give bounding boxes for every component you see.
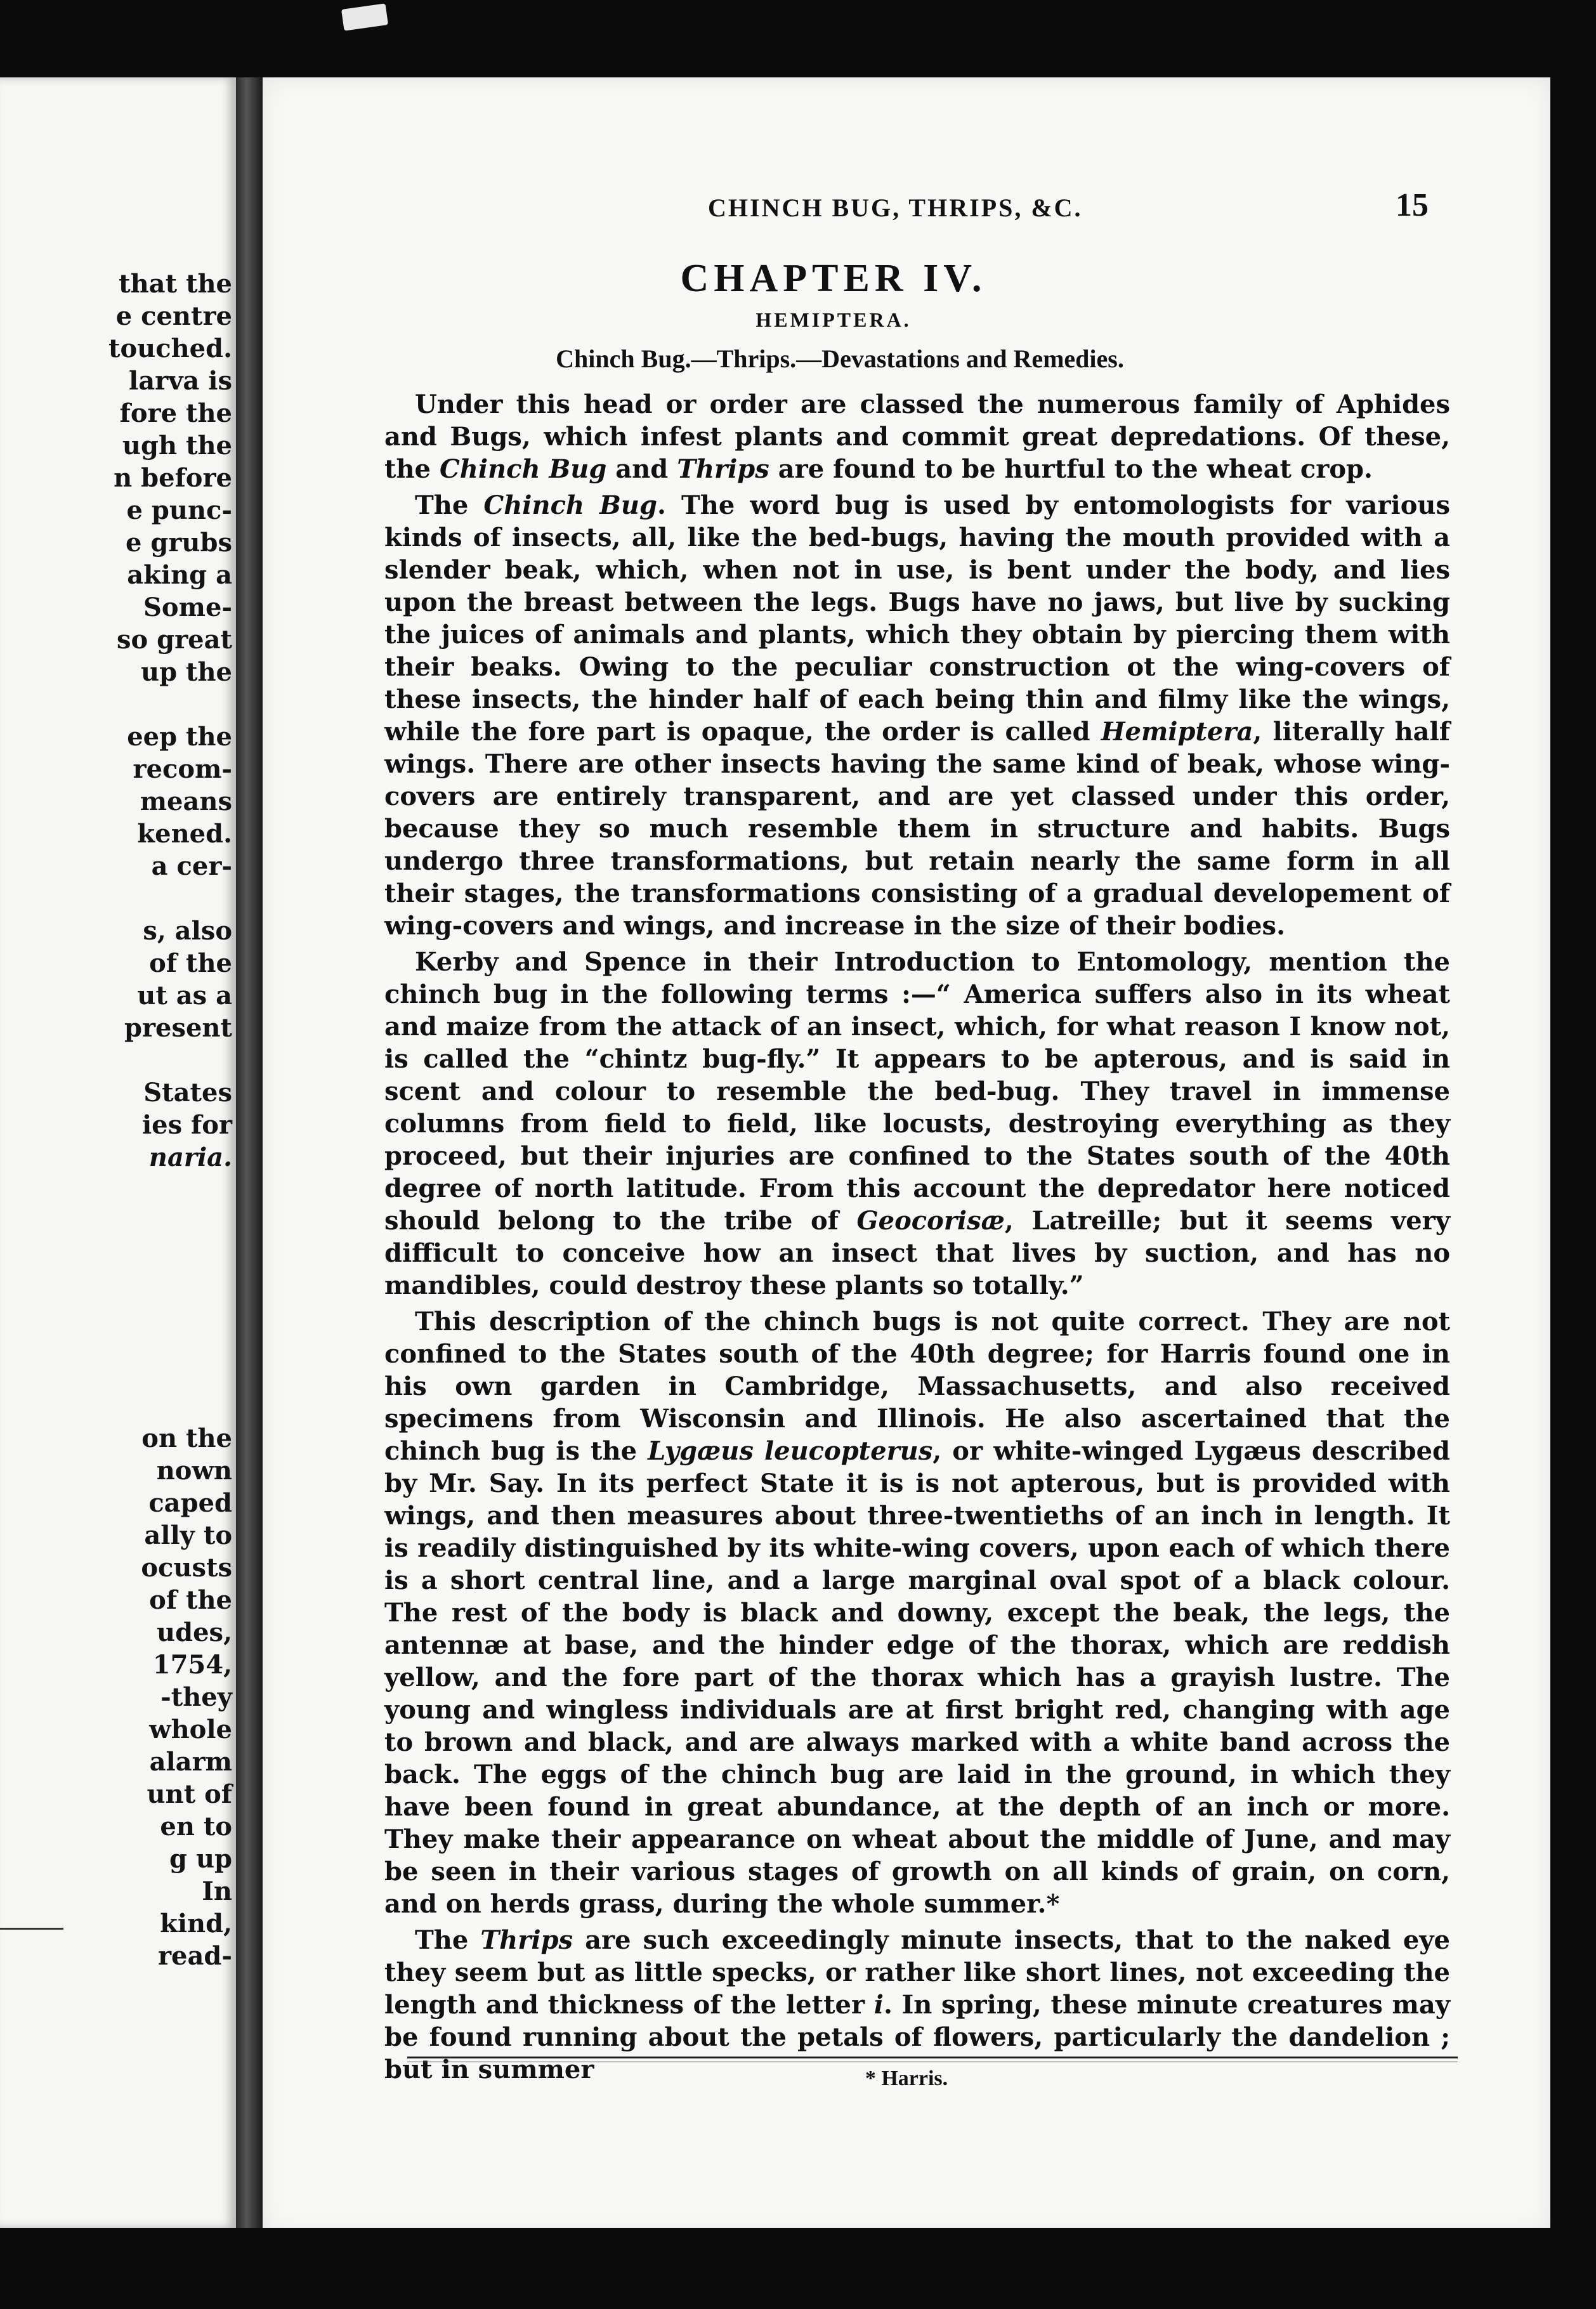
facing-page-line: udes, [157, 1618, 232, 1647]
facing-page-line: naria. [148, 1142, 232, 1172]
facing-page-line: Some- [143, 592, 232, 622]
corner-mark [341, 3, 388, 30]
facing-page-text-upper [4, 268, 232, 1174]
paragraph-4: This description of the chinch bugs is not quite correct. They are not confined to the States south of the 40th degree; for Harris found one in his own garden in Cambridge, Massachusetts, and also received specimens from Wisconsin and Illinois. He also ascertained that the chinch bug is the Lygæus leucopterus, or white-winged Lygæus described by Mr. Say. In its perfect State it is is not apterous, but is provided with wings, and then measures about three-twentieths of an inch in length. It is readily distinguished by its white-wing covers, upon each of which there is a short central line, and a large marginal oval spot of a black colour. The rest of the body is black and downy, except the beak, the legs, the antennæ at base, and the hinder edge of the thorax, which are reddish yellow, and the fore part of the thorax which has a grayish lustre. The young and wingless individuals are at first bright red, changing with age to brown and black, and are always marked with a white band across the back. The eggs of the chinch bug are laid in the ground, in which they have been found in great abundance, at the depth of an inch or more. They make their appearance on wheat about the middle of June, and may be seen in their various stages of growth on all kinds of grain, on corn, and on herds grass, during the whole summer.* [384, 1307, 1450, 1919]
facing-page-line: up the [141, 657, 232, 687]
facing-page-line: eep the [127, 722, 232, 752]
facing-page-line: read- [157, 1941, 232, 1971]
facing-page-line: ies for [141, 1110, 232, 1140]
facing-page-line: In [202, 1876, 232, 1906]
facing-page-line: e centre [115, 301, 232, 331]
facing-page-line: ally to [144, 1521, 232, 1550]
facing-page-line: unt of [147, 1779, 232, 1809]
scan-border [0, 2228, 1596, 2309]
paragraph-5: The Thrips are such exceedingly minute insects, that to the naked eye they seem but as little specks, or rather like short lines, not exceeding the length and thickness of the letter i. In spring, these minute creatures may be found running about the petals of flowers, particularly the dandelion ; but in summer [384, 1925, 1450, 2084]
facing-page-line [4, 688, 232, 721]
footnote: * Harris. [865, 2067, 948, 2090]
facing-page-line: of the [149, 1585, 232, 1615]
facing-page-line: kind, [160, 1909, 232, 1939]
paragraph-1: Under this head or order are classed the numerous family of Aphides and Bugs, which infest plants and commit great depredations. Of these, the Chinch Bug and Thrips are found to be hurtful to the wheat crop. [384, 389, 1450, 484]
chapter-subtitle: Chinch Bug.—Thrips.—Devastations and Remedies. [556, 344, 1124, 373]
facing-page-line: kened. [137, 819, 232, 849]
facing-page-line: e punc- [126, 495, 232, 525]
running-head: CHINCH BUG, THRIPS, &C. [708, 193, 1083, 222]
facing-page-line: nown [156, 1456, 232, 1486]
paragraph-3: Kerby and Spence in their Introduction to Entomology, mention the chinch bug in the following terms :—“ America suffers also in its wheat and maize from the attack of an insect, which, for what reason I know not, is called the “chintz bug-fly.” It appears to be apterous, and is said in scent and colour to resemble the bed-bug. They travel in immense columns from field to field, like locusts, destroying everything as they proceed, but their injuries are confined to the States south of the 40th degree of north latitude. From this account the depredator here noticed should belong to the tribe of Geocorisæ, Latreille; but it seems very difficult to conceive how an insect that lives by suction, and has no mandibles, could destroy these plants so totally.” [384, 947, 1450, 1300]
chapter-title: CHAPTER IV. [680, 257, 987, 300]
facing-page-line: States [143, 1078, 232, 1108]
facing-page-line: touched. [108, 334, 232, 363]
body-text [384, 388, 1450, 2086]
facing-page [0, 77, 236, 2228]
facing-page-line: present [124, 1013, 232, 1043]
facing-page-line: alarm [149, 1747, 232, 1777]
page-number: 15 [1396, 187, 1429, 223]
facing-page-line: aking a [127, 560, 232, 590]
paragraph-2: The Chinch Bug. The word bug is used by entomologists for various kinds of insects, all, like the bed-bugs, having the mouth provided with a slender beak, which, when not in use, is bent under the body, and lies upon the breast between the legs. Bugs have no jaws, but live by sucking the juices of animals and plants, which they obtain by piercing them with their beaks. Owing to the peculiar construction ot the wing-covers of these insects, the hinder half of each being thin and filmy like the wings, while the fore part is opaque, the order is called Hemiptera, literally half wings. There are other insects having the same kind of beak, whose wing-covers are entirely transparent, and are yet classed under this order, because they so much resemble them in structure and habits. Bugs undergo three transformations, but retain nearly the same form in all their stages, the transformations consisting of a gradual developement of wing-covers and wings, and increase in the size of their bodies. [384, 490, 1450, 941]
facing-page-text-lower [4, 1422, 232, 1972]
facing-page-line: whole [149, 1715, 232, 1744]
facing-page-line: 1754, [152, 1650, 232, 1680]
facing-page-line [4, 882, 232, 915]
facing-page-line: ocusts [141, 1553, 232, 1583]
facing-page-line: recom- [133, 754, 232, 784]
facing-page-line: n before [114, 463, 232, 493]
facing-page-line: on the [141, 1423, 232, 1453]
facing-page-line: ut as a [137, 981, 232, 1011]
book-page [263, 77, 1550, 2234]
order-heading: HEMIPTERA. [755, 308, 912, 331]
book-gutter [236, 77, 263, 2234]
facing-page-line: caped [148, 1488, 232, 1518]
facing-page-line: ugh the [122, 431, 232, 461]
facing-page-line: s, also [143, 916, 232, 946]
facing-page-line: of the [149, 948, 232, 978]
facing-page-line: that the [119, 269, 232, 299]
facing-page-rule [0, 1928, 63, 1930]
facing-page-line: means [140, 787, 232, 816]
facing-page-line [4, 1044, 232, 1076]
footnote-rule [407, 2057, 1458, 2058]
facing-page-line: fore the [119, 398, 232, 428]
facing-page-line: g up [169, 1844, 232, 1874]
facing-page-line: e grubs [126, 528, 232, 558]
facing-page-line: en to [160, 1812, 232, 1841]
facing-page-line: larva is [129, 366, 232, 396]
facing-page-line: -they [160, 1682, 232, 1712]
facing-page-line: so great [116, 625, 232, 655]
facing-page-line: a cer- [151, 851, 232, 881]
